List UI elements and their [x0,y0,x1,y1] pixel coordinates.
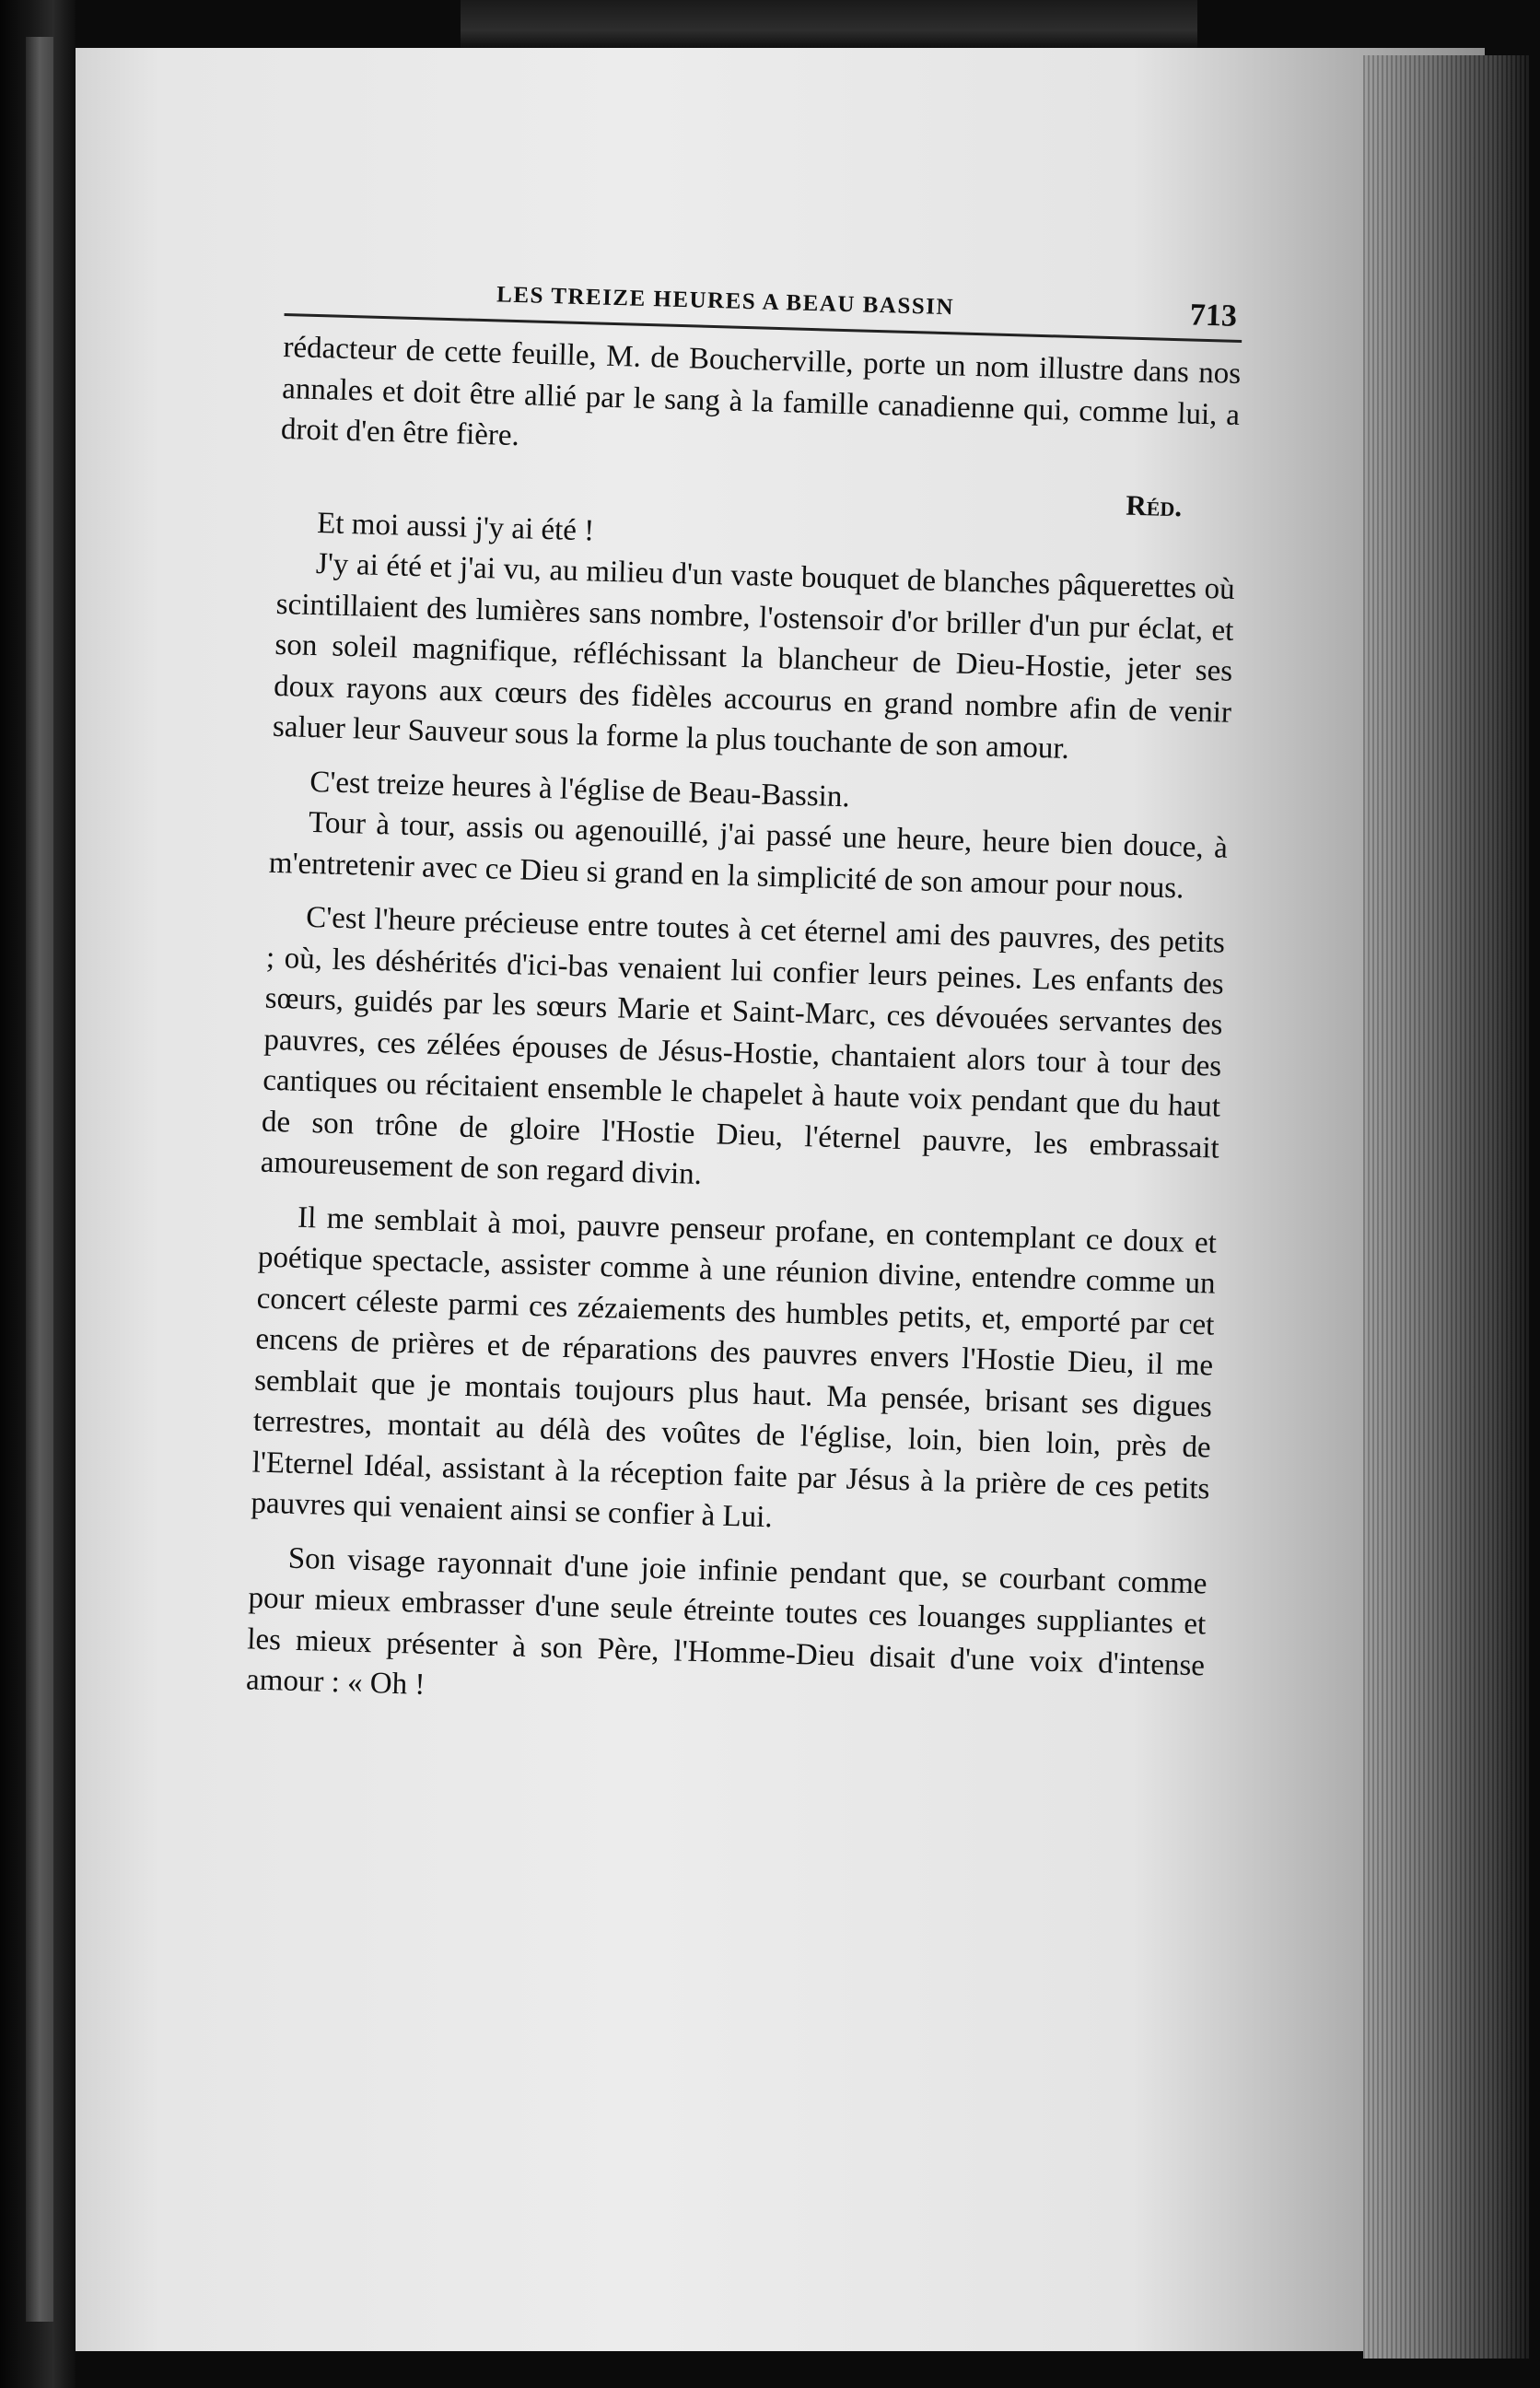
paragraph: Et moi aussi j'y ai été ! [316,506,595,547]
paragraph-continued: rédacteur de cette feuille, M. de Boucherville, porte un nom illustre dans nos annales et doit être allié par le sang à la famille canadienne qui, comme lui, a droit d'en être fière. [280,330,1242,453]
paragraph: Il me semblait à moi, pauvre penseur profane, en contemplant ce doux et poétique spectacle, assister comme à une réunion divine, entendre comme un concert céleste parmi ces zézaiements des humbles petits, et, emporté par cet encens de prières et de réparations des pauvres envers l'Hostie Dieu, il me semblait que je montais toujours plus haut. Ma pensée, brisant ses digues terrestres, montait au délà des voûtes de l'église, loin, bien loin, près de l'Eternel Idéal, assistant à la réception faite par Jésus à la prière de ces petits pauvres qui venaient ainsi se confier à Lui. [251,1200,1218,1535]
paragraph: C'est l'heure précieuse entre toutes à cet éternel ami des pauvres, des petits ; où, les déshérités d'ici-bas venaient lui confier leurs peines. Les enfants des sœurs, guidés par les sœurs Marie et Saint-Marc, ces dévouées servantes des pauvres, ces zélées épouses de Jésus-Hostie, chantaient alors tour à tour des cantiques ou récitaient ensemble le chapelet à haute voix pendant que du haut de son trône de gloire l'Hostie Dieu, l'éternel pauvre, les embrassait amoureusement de son regard divin. [260,900,1226,1191]
paragraph: Tour à tour, assis ou agenouillé, j'ai passé une heure, heure bien douce, à m'entretenir avec ce Dieu si grand en la simplicité de son amour pour nous. [268,805,1229,905]
binding-shadow [0,0,76,2388]
running-title: LES TREIZE HEURES A BEAU BASSIN [496,282,955,321]
editor-signature: Réd. [1125,488,1183,522]
page-content [246,267,1243,1727]
page-edges [1363,55,1529,2359]
facing-page-edge [26,37,53,2322]
paragraph: C'est treize heures à l'église de Beau-Bassin. [309,765,851,814]
page-number: 713 [1189,298,1238,334]
top-shadow [461,0,1197,51]
paragraph: J'y ai été et j'ai vu, au milieu d'un vaste bouquet de blanches pâquerettes où scintillaient des lumières sans nombre, l'ostensoir d'or briller d'un pur éclat, et son soleil magnifique, réfléchissant la blancheur de Dieu-Hostie, jeter ses doux rayons aux cœurs des fidèles accourus en grand nombre afin de venir saluer leur Sauveur sous la forme la plus touchante de son amour. [272,547,1236,766]
paragraph: Son visage rayonnait d'une joie infinie pendant que, se courbant comme pour mieux embrasser d'une seule étreinte toutes ces louanges suppliantes et les mieux présenter à son Père, l'Homme-Dieu disait d'une voix d'intense amour : « Oh ! [245,1541,1208,1702]
